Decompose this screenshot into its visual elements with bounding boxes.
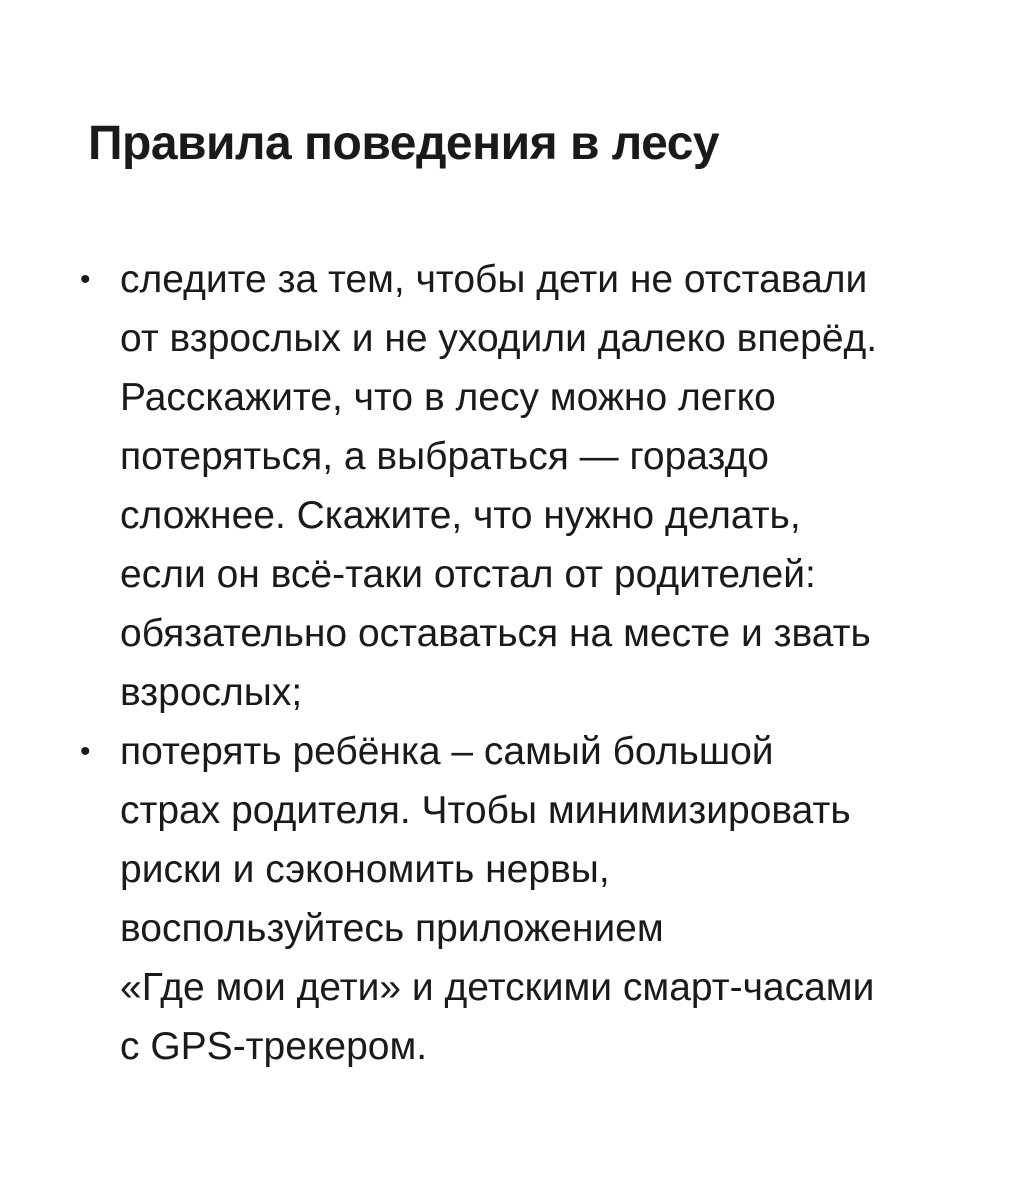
page-title: Правила поведения в лесу xyxy=(88,117,720,170)
list-item-line: «Где мои дети» и детскими смарт-часами xyxy=(120,966,875,1009)
list-item-line: взрослых; xyxy=(120,671,303,714)
list-item-line: если он всё-таки отстал от родителей: xyxy=(120,553,816,596)
list-item-line: Расскажите, что в лесу можно легко xyxy=(120,376,776,419)
list-item-line: обязательно оставаться на месте и звать xyxy=(120,612,871,655)
list-item-line: потерять ребёнка – самый большой xyxy=(120,730,774,773)
list-item-line: сложнее. Скажите, что нужно делать, xyxy=(120,494,801,537)
list-item-line: риски и сэкономить нервы, xyxy=(120,848,610,891)
list-item-line: от взрослых и не уходили далеко вперёд. xyxy=(120,317,878,360)
rules-list xyxy=(80,250,912,1076)
list-item-line: страх родителя. Чтобы минимизировать xyxy=(120,789,851,832)
list-item-line: потеряться, а выбраться — гораздо xyxy=(120,435,769,478)
bullet-icon: • xyxy=(80,735,91,768)
list-item-line: следите за тем, чтобы дети не отставали xyxy=(120,258,868,301)
list-item xyxy=(80,722,912,1076)
list-item xyxy=(80,250,912,722)
list-item-line: с GPS-трекером. xyxy=(120,1025,428,1068)
list-item-line: воспользуйтесь приложением xyxy=(120,907,664,950)
bullet-icon: • xyxy=(80,263,91,296)
